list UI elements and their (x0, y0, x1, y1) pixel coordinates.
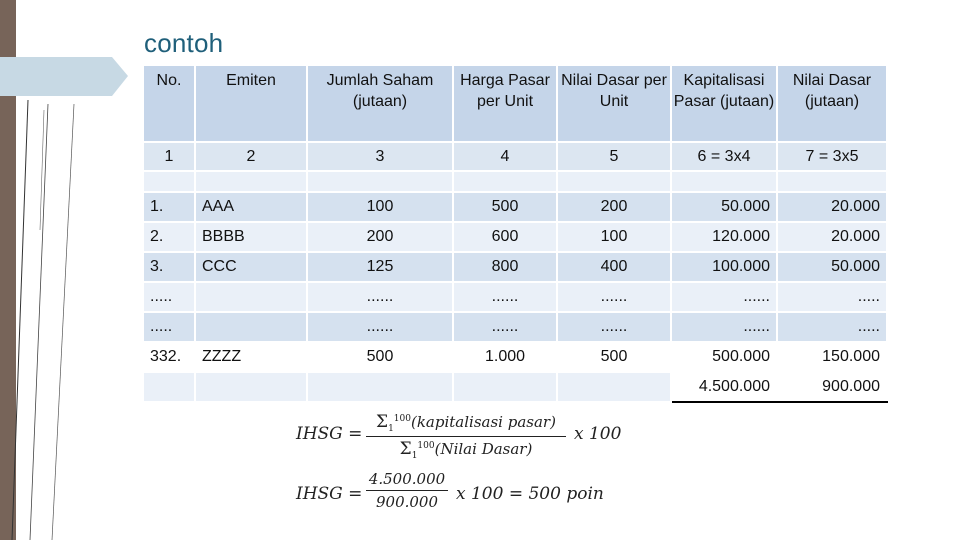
formula-fraction (366, 412, 566, 461)
index-cell: 5 (557, 142, 671, 171)
cell-kapitalisasi: 100.000 (671, 252, 777, 282)
table-row (143, 282, 887, 312)
cell-harga: 800 (453, 252, 557, 282)
index-cell: 2 (195, 142, 307, 171)
header-jumlah-saham: Jumlah Saham (jutaan) (307, 65, 453, 142)
total-kapitalisasi: 4.500.000 (671, 372, 777, 402)
cell-nilai-unit: 500 (557, 342, 671, 372)
cell-kapitalisasi: 500.000 (671, 342, 777, 372)
cell-nilai-unit: 400 (557, 252, 671, 282)
cell-emiten: AAA (195, 192, 307, 222)
header-harga-pasar: Harga Pasar per Unit (453, 65, 557, 142)
cell-jumlah: 200 (307, 222, 453, 252)
header-row (143, 65, 887, 142)
cell-nilai-dasar: ..... (777, 312, 887, 342)
header-kapitalisasi: Kapitalisasi Pasar (jutaan) (671, 65, 777, 142)
ihsg-formula (296, 412, 636, 464)
spacer-row (143, 171, 887, 192)
formula-denominator: $\Sigma_1^{100}(Nilai$ Dasar) (399, 439, 533, 461)
cell-nilai-dasar: 50.000 (777, 252, 887, 282)
cell-nilai-unit: ...... (557, 282, 671, 312)
cell-harga: 600 (453, 222, 557, 252)
cell-emiten (195, 312, 307, 342)
calc-lhs: IHSG = (296, 484, 363, 504)
cell-kapitalisasi: 120.000 (671, 222, 777, 252)
cell-jumlah: 500 (307, 342, 453, 372)
slide-title: contoh (144, 28, 224, 58)
decorative-lines (0, 0, 140, 540)
cell-no: 3. (143, 252, 195, 282)
cell-kapitalisasi: ...... (671, 312, 777, 342)
cell-harga: ...... (453, 282, 557, 312)
table-row (143, 192, 887, 222)
index-cell: 1 (143, 142, 195, 171)
cell-nilai-dasar: 20.000 (777, 192, 887, 222)
cell-no: 332. (143, 342, 195, 372)
title-arrow-shape (0, 57, 128, 96)
formula-numerator: $\Sigma_1^{100}(kapitalisasi$ pasar) (376, 412, 556, 434)
index-cell: 6 = 3x4 (671, 142, 777, 171)
cell-nilai-dasar: ..... (777, 282, 887, 312)
table-row (143, 222, 887, 252)
calc-rhs: x 100 = 500 poin (456, 484, 604, 504)
table-row (143, 312, 887, 342)
index-cell: 3 (307, 142, 453, 171)
calc-numerator: 4.500.000 (368, 470, 446, 488)
cell-nilai-unit: ...... (557, 312, 671, 342)
cell-nilai-dasar: 150.000 (777, 342, 887, 372)
index-cell: 4 (453, 142, 557, 171)
calc-denominator: 900.000 (375, 493, 439, 511)
cell-no: 2. (143, 222, 195, 252)
index-row (143, 142, 887, 171)
cell-emiten: ZZZZ (195, 342, 307, 372)
table-row (143, 252, 887, 282)
cell-jumlah: ...... (307, 312, 453, 342)
formula-lhs: IHSG = (296, 424, 363, 444)
cell-jumlah: 125 (307, 252, 453, 282)
calc-fraction (366, 470, 448, 511)
header-no: No. (143, 65, 195, 142)
formula-rhs: x 100 (574, 424, 622, 444)
totals-row (143, 372, 887, 402)
cell-jumlah: ...... (307, 282, 453, 312)
cell-kapitalisasi: 50.000 (671, 192, 777, 222)
header-nilai-dasar-unit: Nilai Dasar per Unit (557, 65, 671, 142)
cell-emiten: BBBB (195, 222, 307, 252)
cell-no: 1. (143, 192, 195, 222)
cell-no: ..... (143, 282, 195, 312)
cell-harga: 1.000 (453, 342, 557, 372)
header-emiten: Emiten (195, 65, 307, 142)
cell-jumlah: 100 (307, 192, 453, 222)
cell-emiten: CCC (195, 252, 307, 282)
market-cap-table (142, 64, 888, 403)
cell-nilai-dasar: 20.000 (777, 222, 887, 252)
total-nilai-dasar: 900.000 (777, 372, 887, 402)
cell-harga: 500 (453, 192, 557, 222)
cell-nilai-unit: 100 (557, 222, 671, 252)
table-row (143, 342, 887, 372)
cell-harga: ...... (453, 312, 557, 342)
cell-emiten (195, 282, 307, 312)
header-nilai-dasar: Nilai Dasar (jutaan) (777, 65, 887, 142)
ihsg-calculation (296, 470, 636, 522)
cell-kapitalisasi: ...... (671, 282, 777, 312)
index-cell: 7 = 3x5 (777, 142, 887, 171)
cell-no: ..... (143, 312, 195, 342)
cell-nilai-unit: 200 (557, 192, 671, 222)
